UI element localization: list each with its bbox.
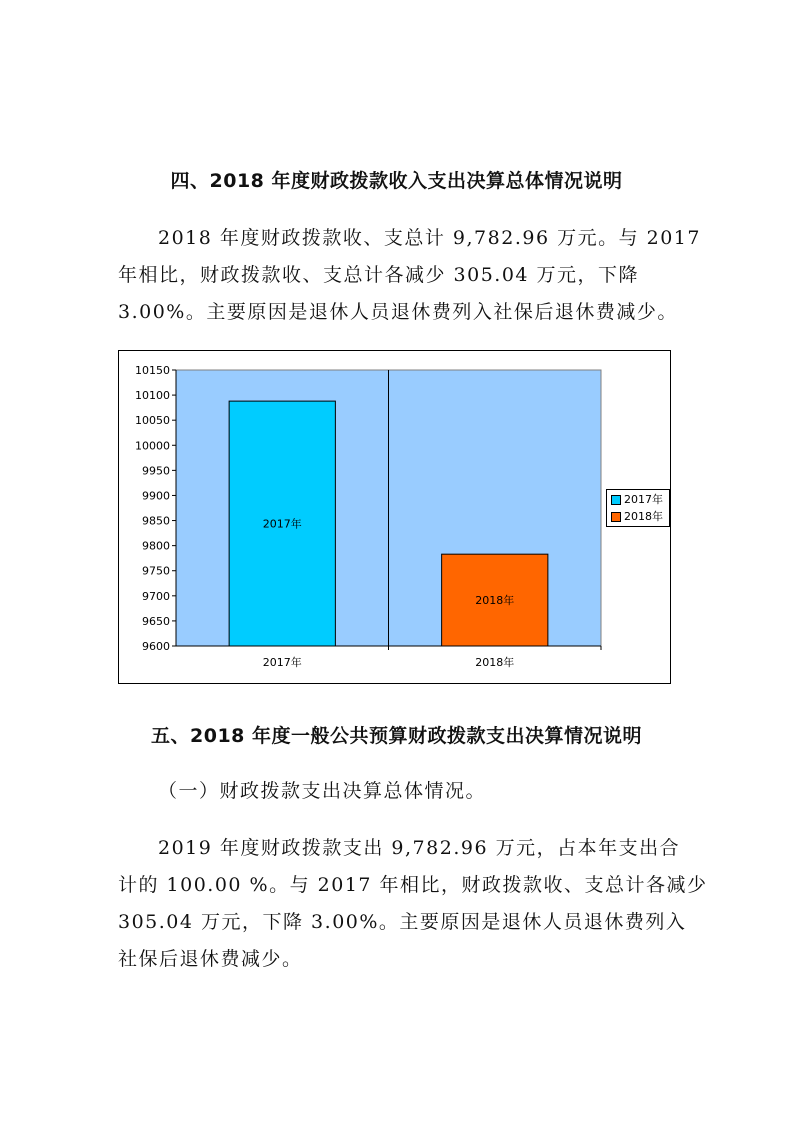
y-tick-label: 9800 (142, 539, 170, 553)
section-5-heading: 五、2018 年度一般公共预算财政拨款支出决算情况说明 (151, 725, 642, 747)
bar-chart (118, 350, 671, 684)
section-5-paragraph (118, 830, 708, 978)
y-tick-label: 9750 (142, 564, 170, 578)
y-tick-label: 10000 (135, 439, 170, 453)
legend-swatch-2018 (611, 512, 621, 522)
legend-label-2017: 2017年 (624, 493, 663, 506)
y-tick-label: 10150 (135, 364, 170, 377)
paragraph-line: 2019 年度财政拨款支出 9,782.96 万元，占本年支出合 (158, 837, 681, 859)
legend-label-2018: 2018年 (624, 510, 663, 523)
legend-item-2017 (611, 493, 663, 507)
legend-swatch-2017 (611, 495, 621, 505)
section-4-heading: 四、2018 年度财政拨款收入支出决算总体情况说明 (170, 170, 623, 192)
subheading-text: （一）财政拨款支出决算总体情况。 (158, 780, 487, 802)
bar-chart-svg (119, 351, 672, 685)
legend-item-2018 (611, 510, 663, 524)
section-4-paragraph (118, 220, 701, 331)
y-tick-label: 10100 (135, 389, 170, 403)
paragraph-line: 305.04 万元，下降 3.00%。主要原因是退休人员退休费列入 (118, 911, 687, 933)
chart-legend (606, 489, 670, 527)
x-tick-label: 2017年 (262, 656, 302, 669)
paragraph-line: 社保后退休费减少。 (118, 948, 303, 970)
bar-data-label: 2018年 (475, 594, 515, 608)
y-tick-label: 10050 (135, 414, 170, 428)
paragraph-line: 3.00%。主要原因是退休人员退休费列入社保后退休费减少。 (118, 301, 678, 323)
y-tick-label: 9850 (142, 514, 170, 528)
paragraph-line: 2018 年度财政拨款收、支总计 9,782.96 万元。与 2017 (158, 227, 701, 249)
y-tick-label: 9900 (142, 489, 170, 503)
y-tick-label: 9950 (142, 464, 170, 478)
bar-data-label: 2017年 (262, 517, 302, 531)
x-tick-label: 2018年 (475, 656, 515, 669)
paragraph-line: 计的 100.00 %。与 2017 年相比，财政拨款收、支总计各减少 (118, 874, 708, 896)
section-5-subheading (118, 773, 678, 810)
y-tick-label: 9700 (142, 589, 170, 603)
paragraph-line: 年相比，财政拨款收、支总计各减少 305.04 万元，下降 (118, 264, 640, 286)
y-tick-label: 9650 (142, 614, 170, 628)
y-tick-label: 9600 (142, 640, 170, 653)
